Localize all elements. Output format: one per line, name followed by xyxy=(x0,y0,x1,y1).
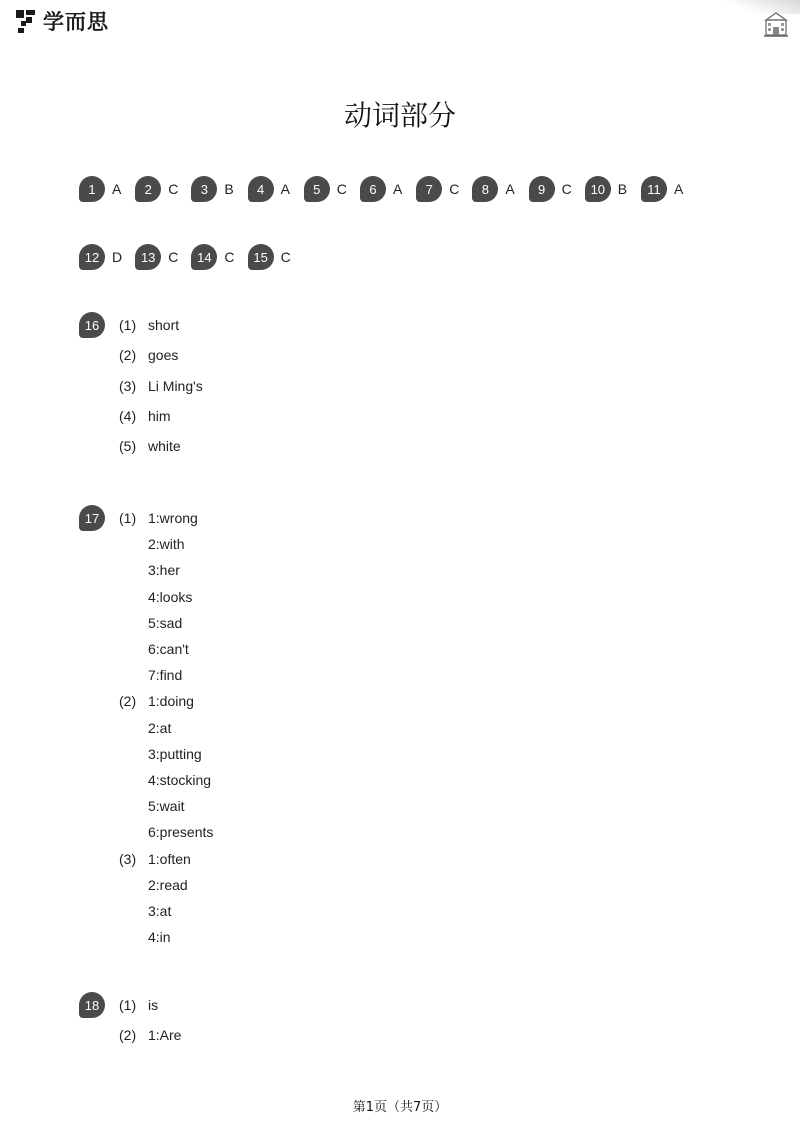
question-number-badge: 10 xyxy=(585,176,611,202)
answer-line: 2:with xyxy=(148,536,185,553)
question-number-badge: 16 xyxy=(79,312,105,338)
answer-line: 2:read xyxy=(148,876,188,893)
answer-line: is xyxy=(148,997,159,1013)
answer-line: 6:can't xyxy=(148,641,189,657)
choice-answer: D xyxy=(112,249,123,265)
answer-line: 3:her xyxy=(148,562,180,579)
answer-line: 1:wrong xyxy=(148,510,198,526)
question-number-badge: 11 xyxy=(641,176,667,202)
answer-line: 1:Are xyxy=(148,1027,182,1044)
part-label: (2) xyxy=(119,347,137,364)
answer-line: white xyxy=(148,438,181,455)
answer-line: him xyxy=(148,407,171,424)
choice-answer: A xyxy=(505,181,515,197)
answer-line: 3:at xyxy=(148,903,172,919)
question-number-badge: 8 xyxy=(472,176,498,202)
page-footer: 第1页（共7页） xyxy=(352,1100,448,1115)
answer-line: 4:stocking xyxy=(148,772,212,788)
logo-text: 学而思 xyxy=(43,10,109,34)
choice-answer: A xyxy=(280,181,290,197)
choice-answer: C xyxy=(168,181,179,197)
answer-line: 2:at xyxy=(148,719,172,736)
header-logo xyxy=(15,6,109,36)
question-number-badge: 7 xyxy=(416,176,442,202)
choice-answer: C xyxy=(336,181,347,197)
choice-answer: C xyxy=(224,249,235,265)
choice-answer: B xyxy=(617,181,628,197)
answer-line: short xyxy=(148,317,180,333)
choice-answer: C xyxy=(280,249,291,265)
part-label: (3) xyxy=(119,377,137,394)
choice-answer: A xyxy=(674,181,684,197)
answer-line: 6:presents xyxy=(148,824,214,841)
question-number-badge: 14 xyxy=(191,244,217,270)
part-label: (4) xyxy=(119,407,137,424)
question-number-badge: 4 xyxy=(248,176,274,202)
question-number-badge: 9 xyxy=(529,176,555,202)
question-number-badge: 12 xyxy=(79,244,105,270)
answer-line: 1:doing xyxy=(148,693,194,710)
part-label: (2) xyxy=(119,1027,137,1044)
answer-line: Li Ming's xyxy=(148,377,203,394)
choice-answer: A xyxy=(393,181,403,197)
answer-line: 5:wait xyxy=(148,798,185,815)
question-number-badge: 1 xyxy=(79,176,105,202)
question-number-badge: 18 xyxy=(79,992,105,1018)
choice-answer: B xyxy=(224,181,234,197)
part-label: (2) xyxy=(119,693,137,710)
question-number-badge: 13 xyxy=(135,244,161,270)
part-label: (3) xyxy=(119,850,137,867)
choice-answer: C xyxy=(561,181,572,197)
choice-answer: C xyxy=(168,249,179,265)
answer-line: 7:find xyxy=(148,667,183,684)
question-number-badge: 5 xyxy=(304,176,330,202)
page-title: 动词部分 xyxy=(343,99,456,132)
choice-answer: A xyxy=(112,181,122,197)
answer-line: 4:in xyxy=(148,929,171,946)
answer-line: 5:sad xyxy=(148,614,183,631)
answer-line: 1:often xyxy=(148,850,191,867)
question-number-badge: 2 xyxy=(135,176,161,202)
question-number-badge: 3 xyxy=(191,176,217,202)
answer-line: 3:putting xyxy=(148,745,202,762)
part-label: (1) xyxy=(119,510,137,526)
answer-line: 4:looks xyxy=(148,588,193,605)
part-label: (1) xyxy=(119,997,137,1013)
choice-answer: C xyxy=(449,181,460,197)
answer-line: goes xyxy=(148,347,179,364)
question-number-badge: 6 xyxy=(360,176,386,202)
xueersi-logo-icon xyxy=(15,7,39,35)
part-label: (5) xyxy=(119,438,137,455)
school-building-icon xyxy=(762,11,790,39)
question-number-badge: 15 xyxy=(248,244,274,270)
question-number-badge: 17 xyxy=(79,505,105,531)
part-label: (1) xyxy=(119,317,137,333)
